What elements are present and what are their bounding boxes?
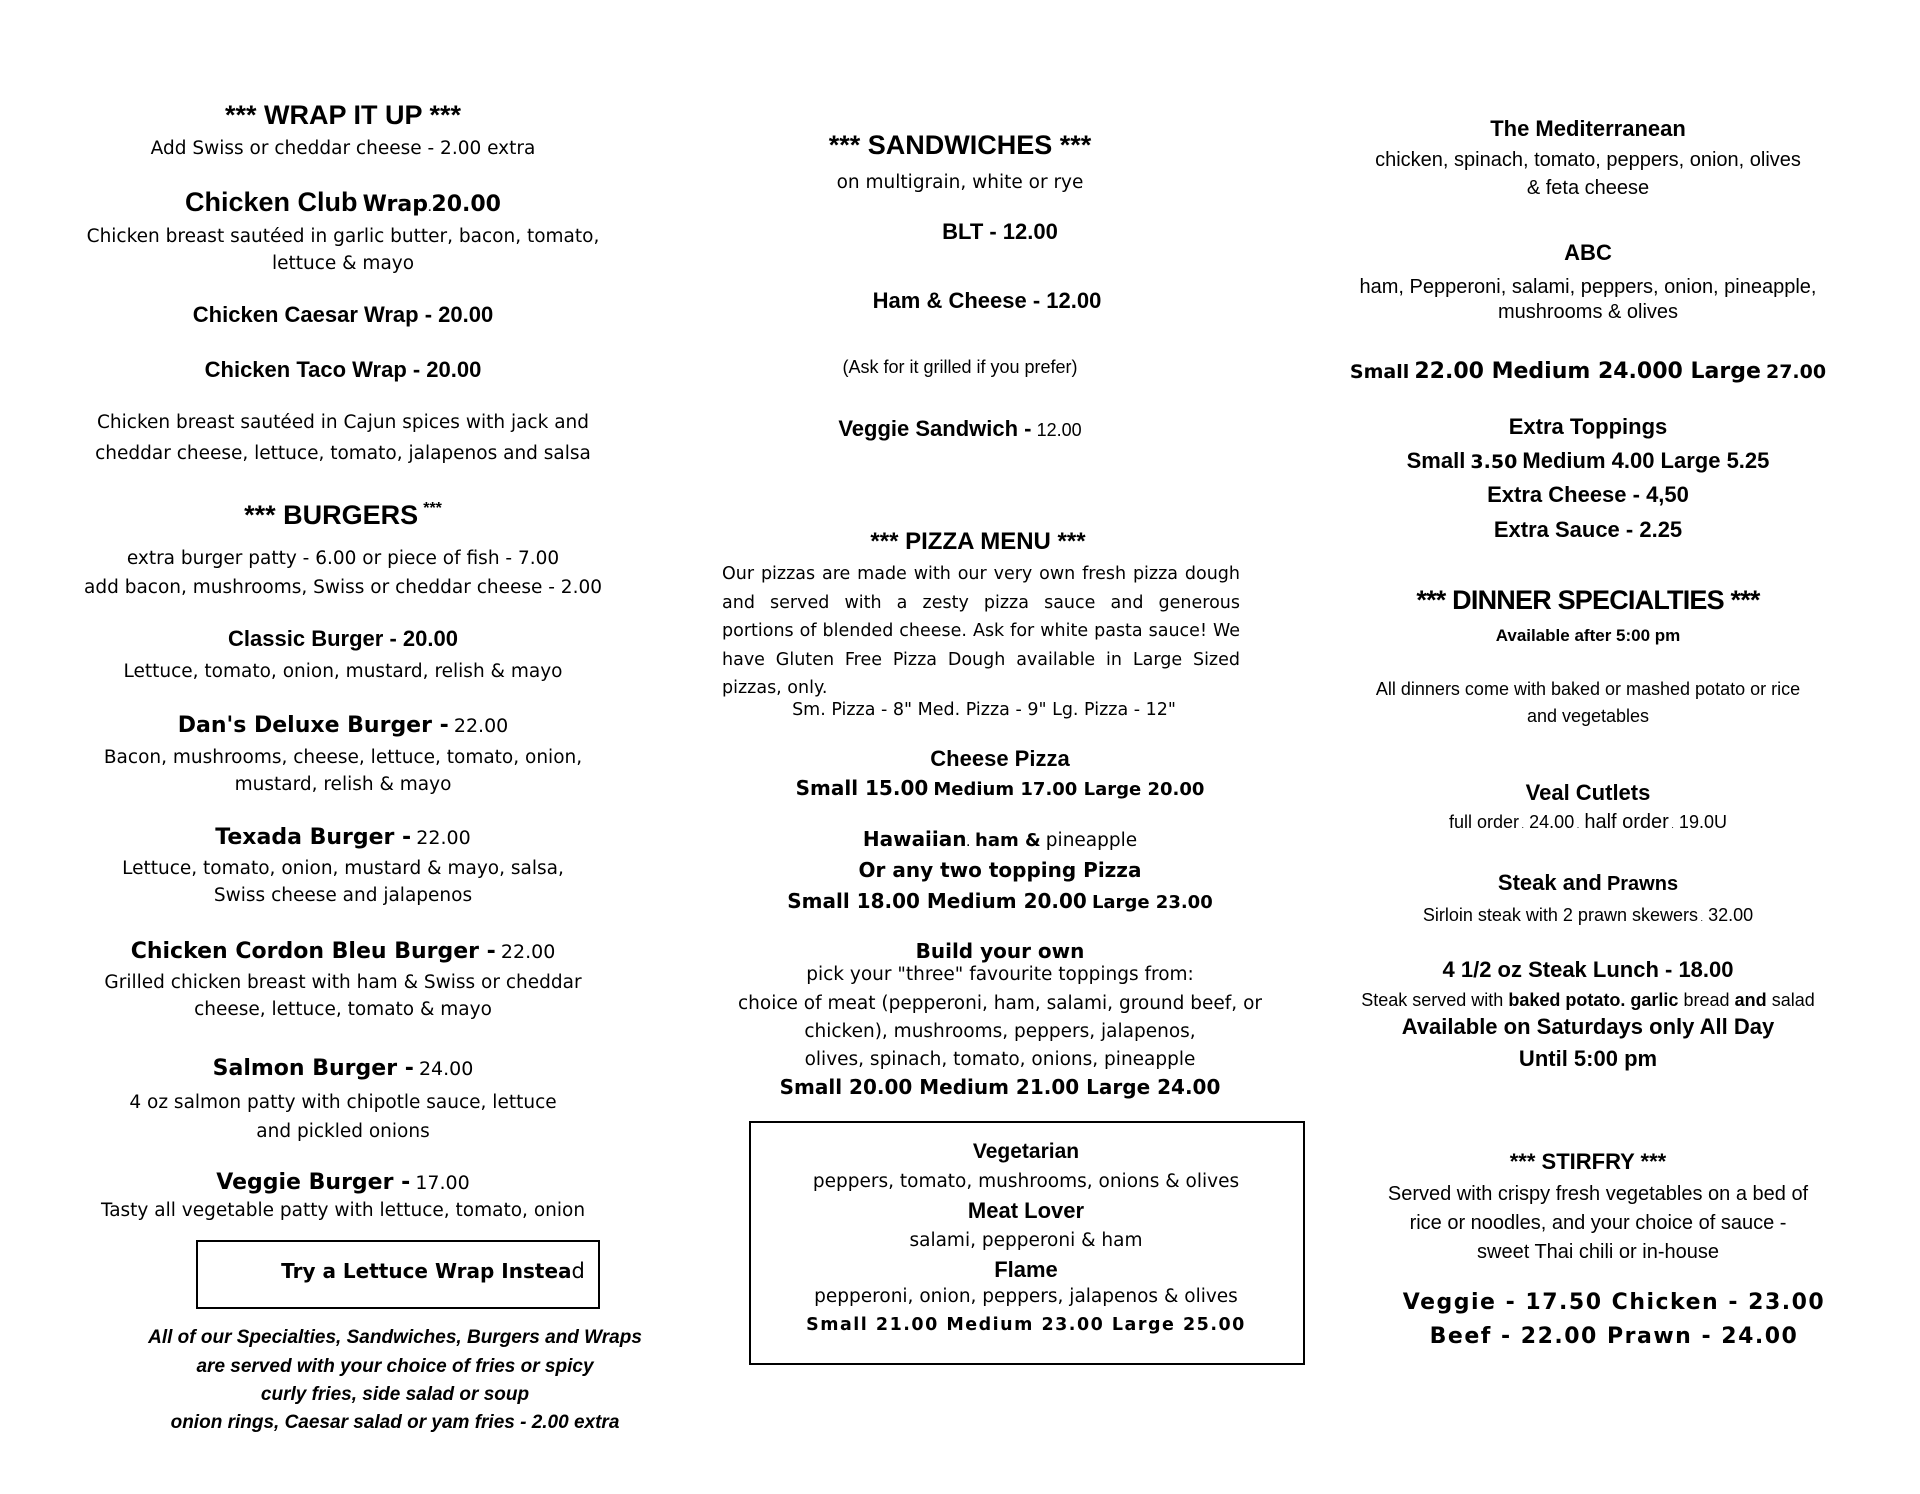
item-price: 22.00 [453,715,509,737]
item-desc: cheese, lettuce, tomato & mayo [194,999,492,1020]
item-price: 17.00 [415,1172,470,1194]
menu-item-veggie-burger: Veggie Burger - 17.00 [216,1170,470,1195]
item-desc: pick your "three" favourite toppings from: [806,964,1194,985]
menu-item-two-topping: Or any two topping Pizza [858,858,1142,882]
item-desc: mustard, relish & mayo [234,774,452,795]
lettuce-wrap-note: Try a Lettuce Wrap Instead [281,1259,585,1283]
item-desc: lettuce & mayo [271,253,415,274]
menu-item-steak-prawns: Steak and Prawns [1497,870,1679,895]
footnote: onion rings, Caesar salad or yam fries - 2.00 extra [170,1412,620,1433]
item-desc: and pickled onions [256,1121,430,1142]
pizza-description: Our pizzas are made with our very own fresh pizza dough and served with a zesty pizza sauce and generous portions of blended cheese. Ask for white pasta sauce! We have Gluten Free Pizza Dough available in Large Sized pizzas, only. [722,564,1240,698]
burger-extra: add bacon, mushrooms, Swiss or cheddar cheese - 2.00 [84,577,602,598]
item-name-suffix: Wrap [362,192,428,217]
item-desc: salami, pepperoni & ham [909,1230,1143,1251]
item-desc: chicken), mushrooms, peppers, jalapenos, [804,1021,1196,1042]
menu-item-mediterranean: The Mediterranean [1490,116,1686,141]
item-desc: Tasty all vegetable patty with lettuce, tomato, onion [100,1200,586,1221]
item-price: 24.00 [418,1058,474,1080]
item-desc: cheddar cheese, lettuce, tomato, jalapenos and salsa [95,443,591,464]
stirfry-header: *** STIRFRY *** [1509,1149,1667,1174]
item-desc: Swiss cheese and jalapenos [213,885,473,906]
menu-item-steak-lunch: 4 1/2 oz Steak Lunch - 18.00 [1442,957,1734,982]
item-desc: mushrooms & olives [1497,301,1679,323]
stirfry-desc: sweet Thai chili or in-house [1477,1241,1719,1263]
menu-item-flame: Flame [994,1257,1058,1282]
menu-item-chicken-club: Chicken Club Wrap.20.00 [185,187,501,217]
menu-item-build-your-own: Build your own [915,939,1085,963]
sandwiches-note: on multigrain, white or rye [836,172,1084,193]
item-desc: choice of meat (pepperoni, ham, salami, ground beef, or [738,993,1262,1014]
wrap-header: *** WRAP IT UP *** [224,100,462,130]
item-desc: pepperoni, onion, peppers, jalapenos & olives [814,1286,1238,1307]
extra-sauce: Extra Sauce - 2.25 [1493,517,1683,542]
burger-extra: extra burger patty - 6.00 or piece of fish - 7.00 [126,548,560,569]
burgers-header: *** BURGERS *** [244,500,442,530]
stirfry-prices: Veggie - 17.50 Chicken - 23.00 [1402,1290,1826,1315]
box-prices: Small 21.00 Medium 23.00 Large 25.00 [806,1315,1246,1335]
sandwiches-header: *** SANDWICHES *** [828,130,1092,160]
item-desc: & feta cheese [1526,177,1650,199]
menu-item-veal-cutlets: Veal Cutlets [1525,780,1651,805]
veal-prices: full order . 24.00 . half order . 19.0U [1449,811,1727,833]
extra-toppings-header: Extra Toppings [1508,414,1668,439]
steak-lunch-desc: Steak served with baked potato. garlic bread and salad [1361,990,1815,1010]
dinner-note: All dinners come with baked or mashed potato or rice [1375,679,1801,699]
specialty-prices: Small 22.00 Medium 24.000 Large 27.00 [1349,359,1827,384]
item-price: 20.00 [431,192,501,217]
item-price: 22.00 [500,941,556,963]
build-prices: Small 20.00 Medium 21.00 Large 24.00 [779,1075,1221,1099]
item-desc: Grilled chicken breast with ham & Swiss or cheddar [104,972,582,993]
item-desc: 4 oz salmon patty with chipotle sauce, lettuce [129,1092,557,1113]
menu-item-cordon-bleu: Chicken Cordon Bleu Burger - 22.00 [130,939,556,964]
menu-item-meat-lover: Meat Lover [967,1198,1085,1223]
dinner-note: and vegetables [1526,706,1650,726]
item-desc: Lettuce, tomato, onion, mustard, relish & mayo [123,661,563,682]
pizza-header: *** PIZZA MENU *** [870,528,1086,555]
grill-note: (Ask for it grilled if you prefer) [842,357,1078,377]
cheese-pizza-prices: Small 15.00 Medium 17.00 Large 20.00 [795,776,1205,800]
extra-cheese: Extra Cheese - 4,50 [1487,482,1689,507]
menu-item-salmon: Salmon Burger - 24.00 [212,1056,474,1081]
menu-item-vegetarian: Vegetarian [972,1140,1080,1163]
item-name: Chicken Club [185,187,358,217]
menu-item-abc: ABC [1564,240,1612,265]
steak-lunch-available: Available on Saturdays only All Day [1401,1014,1775,1039]
item-price: 12.00 [1036,420,1082,440]
stirfry-desc: Served with crispy fresh vegetables on a bed of [1387,1183,1809,1205]
wrap-note: Add Swiss or cheddar cheese - 2.00 extra [150,138,536,159]
item-desc: chicken, spinach, tomato, peppers, onion, olives [1375,149,1801,171]
steak-lunch-until: Until 5:00 pm [1518,1046,1658,1071]
footnote: curly fries, side salad or soup [260,1384,530,1405]
menu-item-chicken-taco: Chicken Taco Wrap - 20.00 [204,357,482,382]
menu-item-cheese-pizza: Cheese Pizza [930,746,1070,771]
item-desc: ham, Pepperoni, salami, peppers, onion, pineapple, [1359,276,1817,298]
item-desc: Chicken breast sautéed in garlic butter, bacon, tomato, [86,226,600,247]
item-price: 22.00 [416,827,471,849]
menu-item-chicken-caesar: Chicken Caesar Wrap - 20.00 [192,302,494,327]
menu-item-texada: Texada Burger - 22.00 [215,825,471,850]
dinner-available: Available after 5:00 pm [1495,626,1681,645]
stirfry-desc: rice or noodles, and your choice of sauce - [1409,1212,1787,1234]
stirfry-prices: Beef - 22.00 Prawn - 24.00 [1429,1324,1799,1349]
item-desc: Lettuce, tomato, onion, mustard & mayo, salsa, [122,858,564,879]
menu-item-dans-deluxe: Dan's Deluxe Burger - 22.00 [177,713,509,738]
menu-item-blt: BLT - 12.00 [942,219,1058,244]
menu-item-ham-cheese: Ham & Cheese - 12.00 [872,288,1102,313]
item-desc: Chicken breast sautéed in Cajun spices with jack and [96,412,590,433]
steak-prawns-desc: Sirloin steak with 2 prawn skewers . 32.00 [1422,905,1754,925]
extra-toppings-prices: Small 3.50 Medium 4.00 Large 5.25 [1406,448,1770,473]
item-desc: Bacon, mushrooms, cheese, lettuce, tomato, onion, [103,747,583,768]
menu-item-hawaiian: Hawaiian. ham & pineapple [862,827,1138,851]
item-desc: olives, spinach, tomato, onions, pineapple [804,1049,1196,1070]
pizza-sizes: Sm. Pizza - 8" Med. Pizza - 9" Lg. Pizza - 12" [792,700,1176,720]
two-topping-prices: Small 18.00 Medium 20.00 Large 23.00 [787,889,1213,913]
footnote: are served with your choice of fries or spicy [196,1356,594,1377]
footnote: All of our Specialties, Sandwiches, Burgers and Wraps [148,1327,642,1348]
dinner-header: *** DINNER SPECIALTIES *** [1416,585,1760,615]
menu-item-veggie-sandwich: Veggie Sandwich - 12.00 [838,416,1082,441]
item-desc: peppers, tomato, mushrooms, onions & olives [812,1171,1240,1192]
menu-item-classic-burger: Classic Burger - 20.00 [228,626,458,651]
